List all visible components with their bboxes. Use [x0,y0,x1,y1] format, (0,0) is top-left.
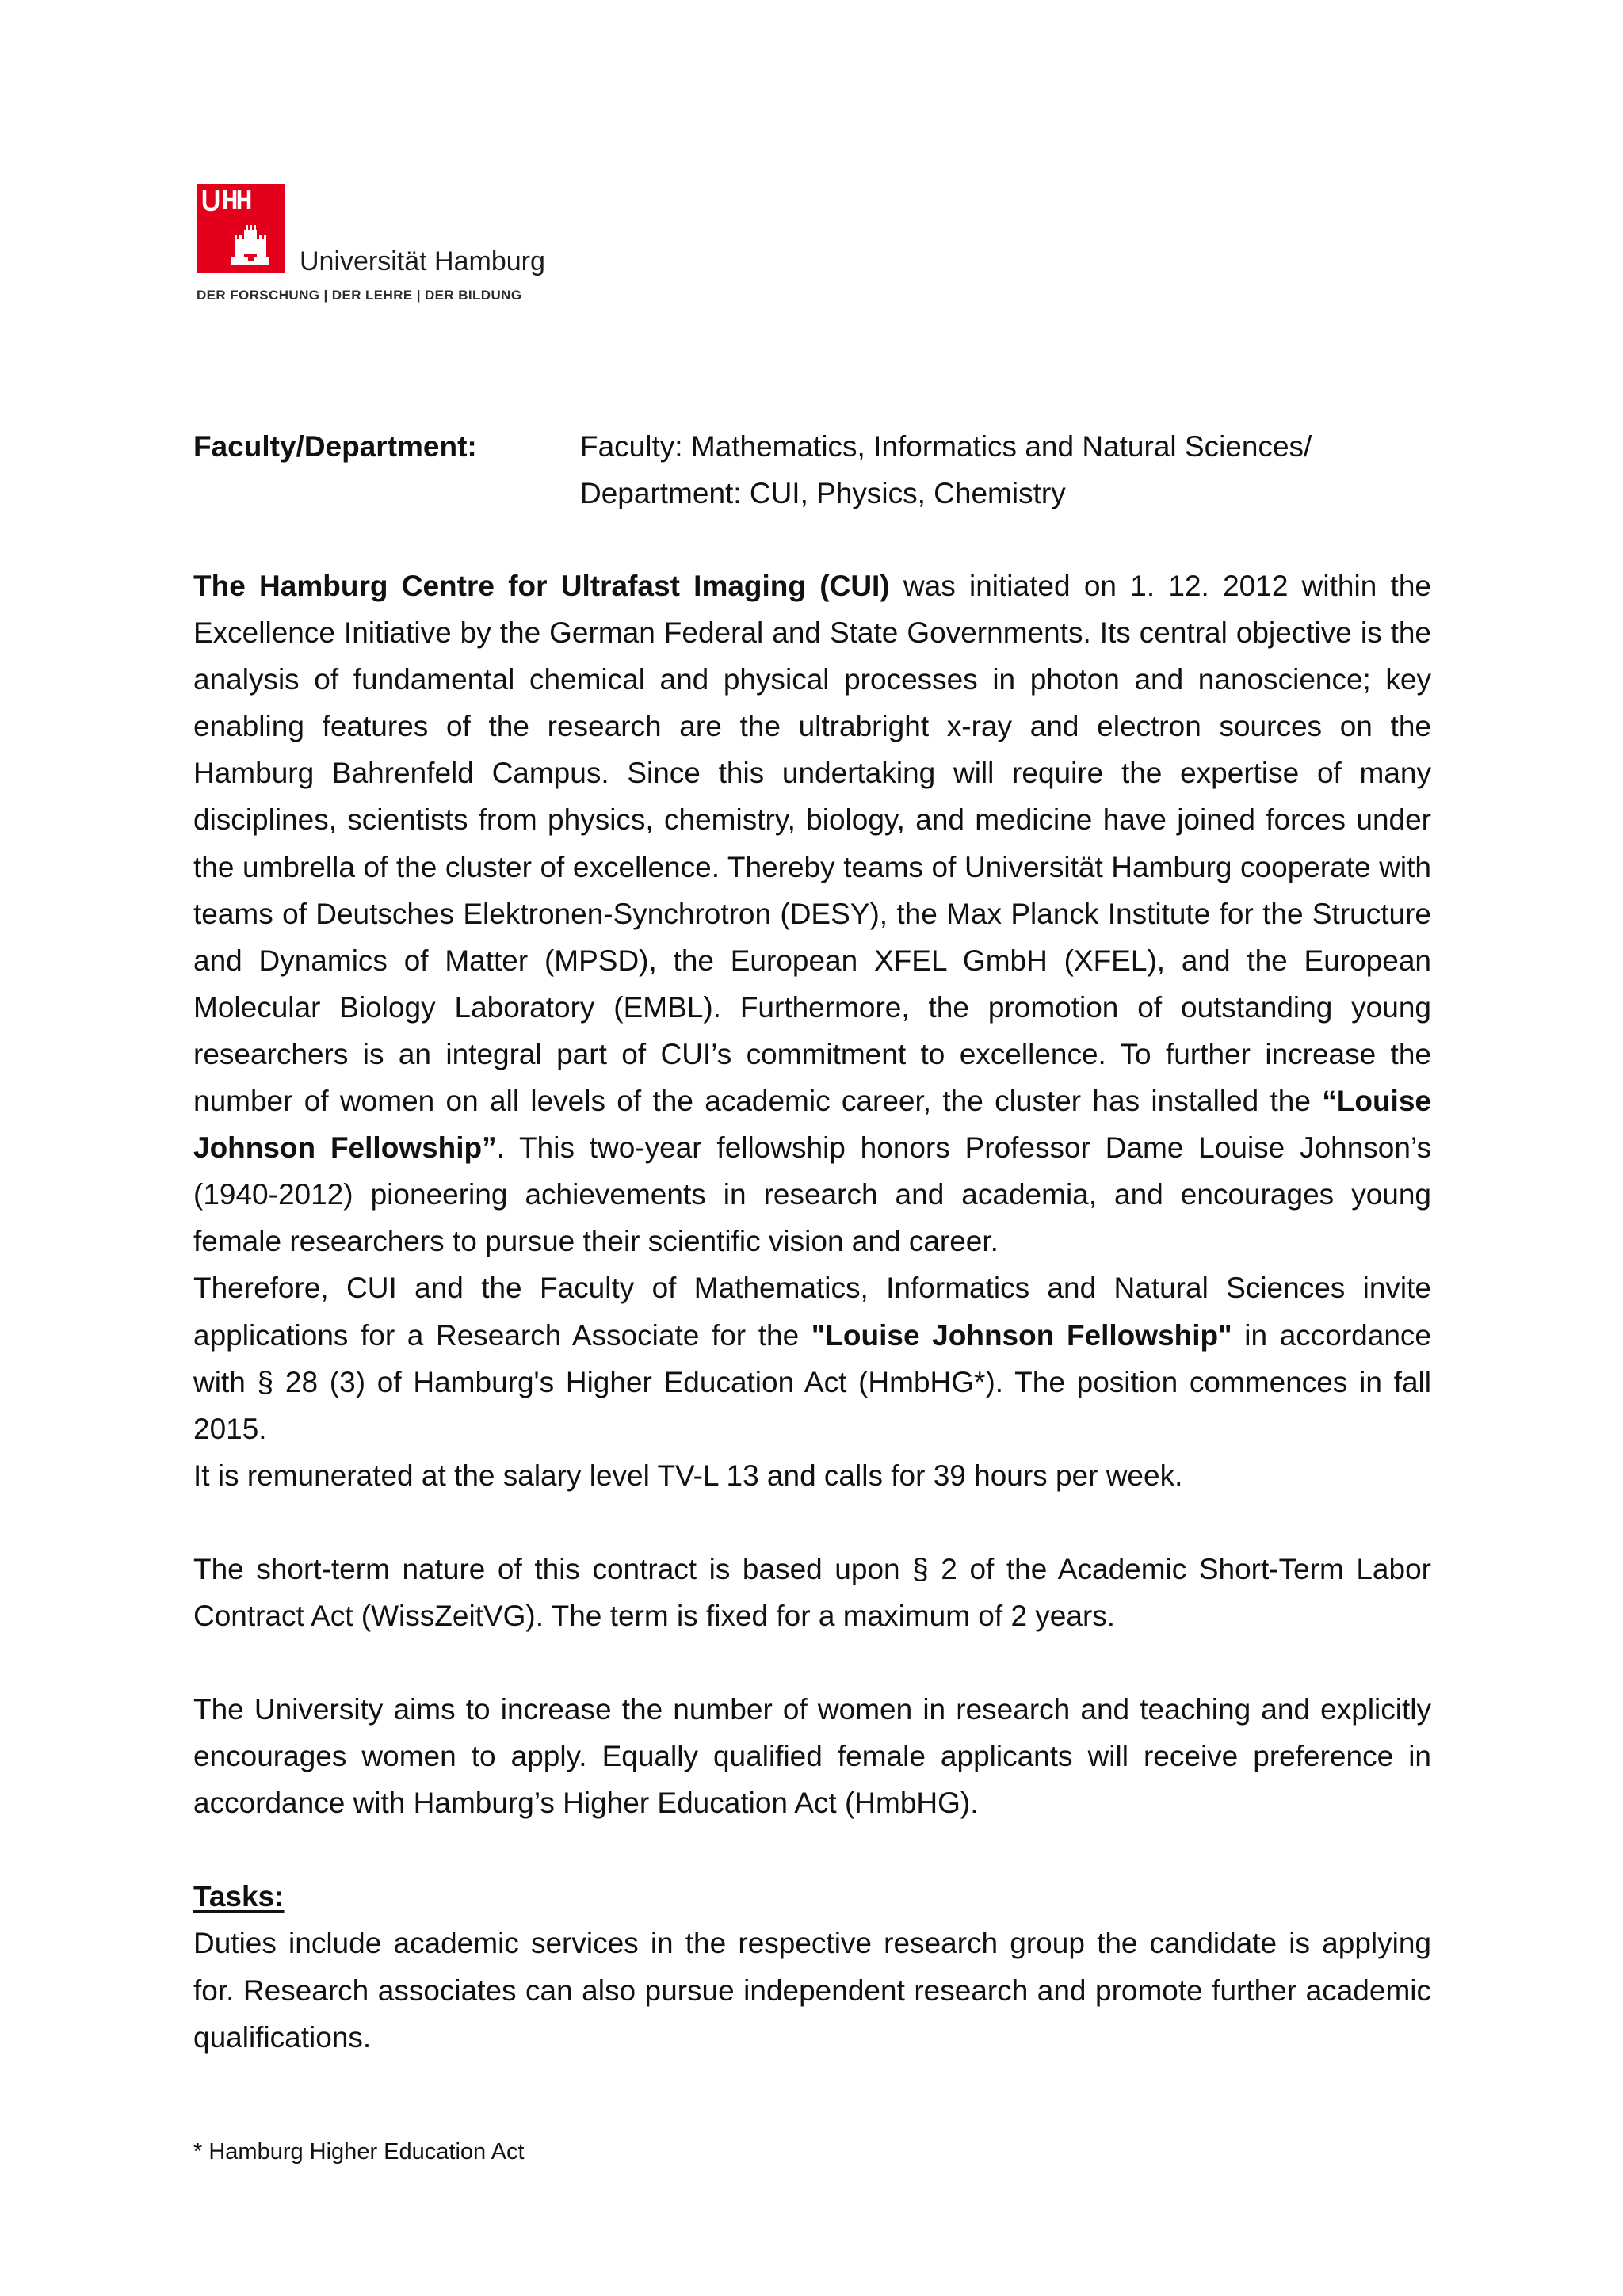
paragraph-equality: The University aims to increase the number of women in research and teaching and explicitly encourages women to apply. Equally qualified female applicants will receive preference in accordance with Hamburg’s Higher Education Act (HmbHG). [193,1693,1431,1820]
faculty-value [580,423,1430,517]
paragraph-salary: It is remunerated at the salary level TV-L 13 and calls for 39 hours per week. [193,1459,1183,1492]
university-tagline: DER FORSCHUNG | DER LEHRE | DER BILDUNG [197,288,522,303]
department-line: Department: CUI, Physics, Chemistry [580,477,1066,509]
tasks-heading: Tasks: [193,1880,285,1913]
paragraph-contract: The short-term nature of this contract is based upon § 2 of the Academic Short-Term Labor Contract Act (WissZeitVG). The term is fixed for a maximum of 2 years. [193,1552,1431,1632]
paragraph-applications [193,1264,1431,1451]
paragraph-cui-intro [193,563,1431,1264]
paragraph-text: in accordance with § 28 (3) of Hamburg's Higher Education Act (HmbHG*). The position commences in fall 2015. [193,1318,1431,1445]
document-body [193,563,1431,2061]
fellowship-name: “Louise Johnson Fellowship” [193,1085,1431,1165]
faculty-line: Faculty: Mathematics, Informatics and Natural Sciences/ [580,430,1312,463]
cui-name: The Hamburg Centre for Ultrafast Imaging (CUI) [193,570,890,602]
paragraph-text: . This two-year fellowship honors Professor Dame Louise Johnson’s (1940-2012) pioneering achievements in research and academia, and encourages young female researchers to pursue their scientific vision and career. [193,1131,1431,1258]
fellowship-name: "Louise Johnson Fellowship" [811,1318,1232,1352]
paragraph-text: Therefore, CUI and the Faculty of Mathematics, Informatics and Natural Sciences invite applications for a Research Associate for the [193,1272,1431,1352]
uhh-logo-icon [197,184,285,273]
university-name: Universität Hamburg [300,246,545,277]
paragraph-tasks: Duties include academic services in the respective research group the candidate is applying for. Research associates can also pursue independent research and promote further academic qualifications. [193,1927,1431,2054]
footnote: * Hamburg Higher Education Act [193,2139,525,2164]
faculty-label: Faculty/Department: [193,430,477,463]
paragraph-text: was initiated on 1. 12. 2012 within the Excellence Initiative by the German Federal and State Governments. Its central objective is the analysis of fundamental chemical and physical processes in photon and nanoscience; key enabling features of the research are the ultrabright x-ray and electron sources on the Hamburg Bahrenfeld Campus. Since this undertaking will require the expertise of many disciplines, scientists from physics, chemistry, biology, and medicine have joined forces under the umbrella of the cluster of excellence. Thereby teams of Universität Hamburg cooperate with teams of Deutsches Elektronen-Synchrotron (DESY), the Max Planck Institute for the Structure and Dynamics of Matter (MPSD), the European XFEL GmbH (XFEL), and the European Molecular Biology Laboratory (EMBL). Furthermore, the promotion of outstanding young researchers is an integral part of CUI’s commitment to excellence. To further increase the number of women on all levels of the academic career, the cluster has installed the [193,570,1431,1118]
university-logo [197,184,577,311]
